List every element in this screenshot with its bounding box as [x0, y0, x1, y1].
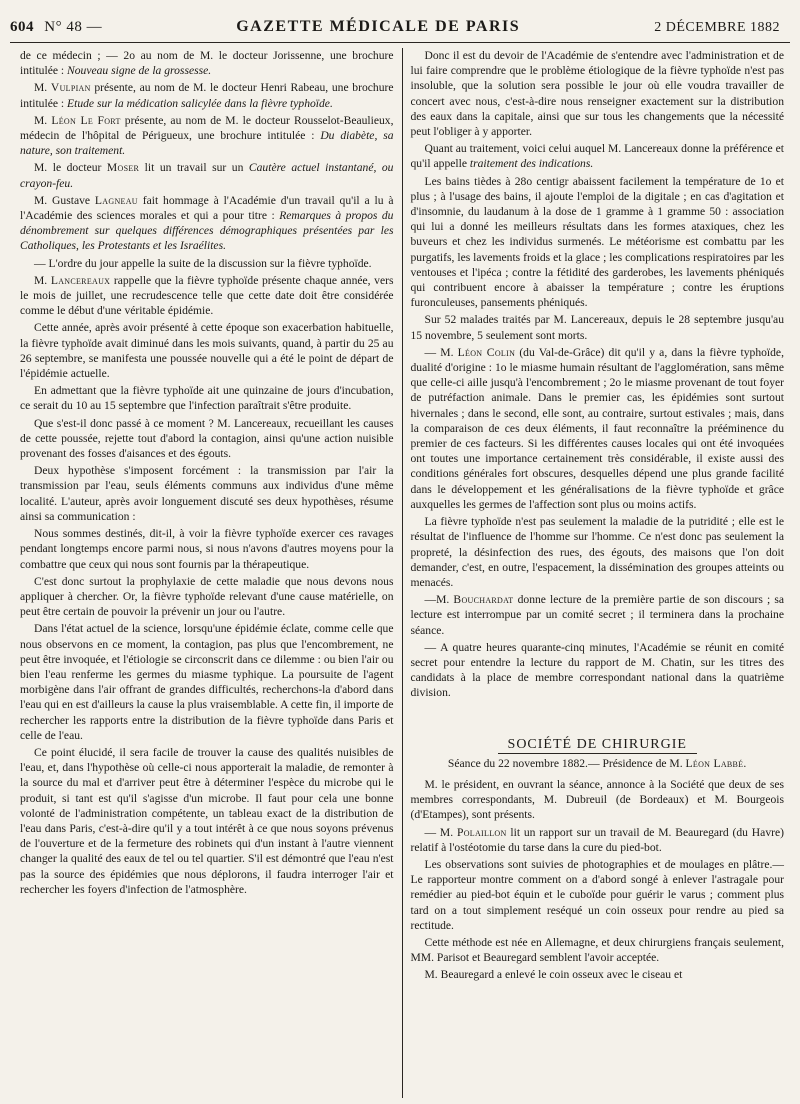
author-name: Vulpian — [50, 81, 91, 95]
paragraph: Les observations sont suivies de photographies et de moulages en plâtre.—Le rapporteur montre comment on a d'abord songé à enlever l'astragale pour remédier au pied-bot équin et le cuboïde pour guérir le varus ; comment plus tard on a tout simplement reséqué un coin osseux pour rendre au pied sa rectitude. — [410, 857, 784, 932]
issue-date: 2 DÉCEMBRE 1882 — [654, 20, 780, 35]
author-name: Bouchardat — [453, 593, 514, 607]
paragraph: Ce point élucidé, il sera facile de trouver la cause des qualités nuisibles de l'eau, et, dans l'hypothèse où celle-ci nous apporterait la maladie, de remonter à la source du mal et d'arriver peut être à déterminer l'espèce du microbe qui le produit, si tant est qu'il s'agisse d'un microbe. Il faut pour cela une bonne volonté de l'administration compétente, un tableau exact de la distribution de l'eau dans Paris, c'est-à-dire qu'il y a tout intérêt à ce que nous soyons prévenus de l'ouverture et de la fermeture des robinets qui d'un instant à l'autre viennent changer la qualité des eaux de tel ou tel quartier. S'il est démontré que l'eau n'est pas la source des épidémies que nous déplorons, il faudra interroger l'air et rechercher les foyers d'infection de l'atmosphère. — [20, 745, 394, 896]
paragraph: M. le docteur Moser lit un travail sur un Cautère actuel instantané, ou crayon-feu. — [20, 161, 394, 190]
president-name: Léon Labbé. — [685, 756, 747, 770]
paragraph: — M. Léon Colin (du Val-de-Grâce) dit qu'il y a, dans la fièvre typhoïde, dualité d'origine : 1o le miasme humain résultant de l'agglomération, sans même que celle-ci aille jusqu'à l'encombrement ; 2o le miasme provenant de tout foyer de putréfaction animale. Dans le premier cas, les épidémies sont surtout hivernales ; dans le second, elle sont, au contraire, surtout estivales ; mais, dans la comparaison de ces deux éléments, il faut reconnaître la prééminence du premier de ces facteurs. Si les différentes causes locales qui ont été invoquées ont toutes une importance certainement très considérable, il existe aussi des conditions générales fort obscures, desquelles dépend une plus grande facilité dans le développement et les généralisations de la fièvre typhoïde et grâce auxquelles les germes de l'affection sont plus ou moins actifs. — [410, 345, 784, 511]
paragraph: Quant au traitement, voici celui auquel M. Lancereaux donne la préférence et qu'il appelle traitement des indications. — [410, 142, 784, 171]
paragraph: Cette année, après avoir présenté à cette époque son exacerbation habituelle, la fièvre typhoïde avait diminué dans les mois suivants, quand, à partir du 25 au 26 septembre, se manifesta une poussée nouvelle qui a été le point de départ de l'épidémie actuelle. — [20, 321, 394, 381]
paragraph: Deux hypothèse s'imposent forcément : la transmission par l'air la transmission par l'eau, seuls éléments communs aux individus d'une même localité. L'auteur, après avoir longuement discuté ses deux hypothèses, résume ainsi sa communication : — [20, 464, 394, 523]
author-name: Lagneau — [94, 193, 138, 207]
author-name: Léon Colin — [457, 345, 516, 359]
paragraph: Les bains tièdes à 28o centigr abaissent facilement la température de 1o et plus ; à l'usage des bains, il ajoute l'emploi de la digitale ; en cas d'agitation et d'insomnie, du laudanum à la dose de 1 gramme à 1 gramme 50 : association qui lui a donné les meilleurs résultats dans les formes ataxiques, chez les buveurs et chez les individus surmenés. Le météorisme est combattu par les purgatifs, les lavements froids et la glace ; les complications respiratoires par les ventouses et l'ipéca ; contre la fétidité des garderobes, les lavements phéniqués qui contribuent encore à abaisser la température ; contre les éruptions furonculeuses, pansements phéniqués. — [410, 174, 784, 310]
paragraph: de ce médecin ; — 2o au nom de M. le docteur Jorissenne, une brochure intitulée : Nouveau signe de la grossesse. — [20, 49, 394, 78]
paragraph: Dans l'état actuel de la science, lorsqu'une épidémie éclate, comme celle que nous observons en ce moment, la contagion, pas plus que l'encombrement, ne peut être invoquée, et l'étiologie se circonscrit dans ce dilemme : ou bien l'air ou bien l'eau renferme les germes du miasme typhique. La poursuite de l'agent morbigène dans l'air offrant de grandes difficultés, recherchons-la d'abord dans l'eau qui en est d'ailleurs la cause la plus vraisemblable. A cette fin, il importe de rechercher les rapports entre la distribution de la fièvre typhoïde dans Paris et celle de l'eau. — [20, 622, 394, 742]
paragraph: M. Beauregard a enlevé le coin osseux avec le ciseau et — [424, 968, 683, 982]
journal-title: GAZETTE MÉDICALE DE PARIS — [236, 18, 521, 35]
paragraph: M. le président, en ouvrant la séance, annonce à la Société que deux de ses membres correspondants, M. Dubreuil (de Bordeaux) et M. Bourgeois (d'Etampes), sont présents. — [410, 777, 784, 822]
paragraph: — M. Polaillon lit un rapport sur un travail de M. Beauregard (du Havre) relatif à l'ostéotomie du tarse dans la cure du pied-bot. — [410, 825, 784, 854]
issue-number: N° 48 — — [44, 19, 103, 35]
page-number: 604 — [10, 19, 34, 35]
author-name: Léon Le Fort — [51, 113, 121, 127]
paragraph: Nous sommes destinés, dit-il, à voir la fièvre typhoïde exercer ces ravages pendant longtemps encore parmi nous, si nous n'avons d'autres moyens pour la combattre que ceux qui nous sont fournis par la thérapeutique. — [20, 527, 394, 571]
section-title: SOCIÉTÉ DE CHIRURGIE — [411, 737, 785, 752]
right-column — [405, 48, 791, 1098]
paragraph: En admettant que la fièvre typhoïde ait une quinzaine de jours d'incubation, ce serait du 10 au 15 septembre que l'infection paraîtrait s'être produite. — [20, 384, 394, 413]
paragraph: M. Gustave Lagneau fait hommage à l'Académie d'un travail qu'il a lu à l'Académie des sciences morales et qui a pour titre : Remarques à propos du dénombrement sur quelques différences démographiques présentées par les Catholiques, les Protestants et les Israélites. — [20, 193, 394, 253]
header-rule — [10, 42, 790, 43]
header-left — [10, 19, 102, 36]
paragraph: Sur 52 malades traités par M. Lancereaux, depuis le 28 septembre jusqu'au 15 novembre, 5 seulement sont morts. — [410, 313, 784, 342]
paragraph: La fièvre typhoïde n'est pas seulement la maladie de la putridité ; elle est le résultat de l'influence de l'homme sur l'homme. Ce n'est donc pas seulement la propreté, la désinfection des rues, des égouts, des maisons que l'on doit demander, c'est, en outre, l'espacement, la dissémination des groupes atteints ou menacés. — [410, 515, 784, 589]
author-name: Polaillon — [456, 825, 507, 839]
page-header — [10, 10, 780, 36]
left-column — [14, 48, 400, 1098]
paragraph: M. Léon Le Fort présente, au nom de M. le docteur Rousselot-Beaulieux, médecin de l'hôpital de Périgueux, une brochure intitulée : Du diabète, sa nature, son traitement. — [20, 113, 394, 158]
paragraph: — L'ordre du jour appelle la suite de la discussion sur la fièvre typhoïde. — [34, 256, 372, 270]
paragraph: M. Lancereaux rappelle que la fièvre typhoïde présente chaque année, vers le mois de juillet, une recrudescence telle que cette date doit être considérée comme le début d'une véritable épidémie. — [20, 273, 394, 318]
paragraph: — A quatre heures quarante-cinq minutes, l'Académie se réunit en comité secret pour entendre la lecture du rapport de M. Chatin, sur les titres des candidats à la place de membre correspondant national dans la quatrième division. — [410, 640, 784, 700]
column-divider — [402, 48, 403, 1098]
author-name: Lancereaux — [50, 273, 111, 287]
paragraph: M. Vulpian présente, au nom de M. le docteur Henri Rabeau, une brochure intitulée : Etude sur la médication salicylée dans la fièvre typhoïde. — [20, 81, 394, 110]
paragraph: —M. Bouchardat donne lecture de la première partie de son discours ; sa lecture est interrompue par un comité secret ; il terminera dans la prochaine séance. — [410, 593, 784, 637]
author-name: Moser — [106, 161, 140, 175]
paragraph: Que s'est-il donc passé à ce moment ? M. Lancereaux, recueillant les causes de cette poussée, rejette tout d'abord la contagion, ainsi qu'une action nuisible provenant des fosses d'aisances et des égouts. — [20, 416, 394, 461]
paragraph: C'est donc surtout la prophylaxie de cette maladie que nous devons nous appliquer à chercher. Or, la fièvre typhoïde relevant d'une cause matérielle, on peut être certain de pouvoir la prévenir un jour ou l'autre. — [20, 574, 394, 619]
paragraph: Cette méthode est née en Allemagne, et deux chirurgiens français seulement, MM. Parisot et Beauregard semblent l'avoir acceptée. — [410, 935, 784, 965]
paragraph: Donc il est du devoir de l'Académie de s'entendre avec l'administration et de lui faire comprendre que le problème étiologique de la fièvre typhoïde n'est pas insoluble, que la solution sera possible le jour où elle voudra travailler de concert avec nous, c'est-à-dire nous renseigner exactement sur la distribution des eaux dans la capitale, ainsi que sur tous les changements que la nécessité peut l'obliger à y apporter. — [410, 49, 784, 139]
columns — [14, 48, 790, 1098]
session-line: Séance du 22 novembre 1882.— Présidence de M. Léon Labbé. — [447, 756, 747, 770]
